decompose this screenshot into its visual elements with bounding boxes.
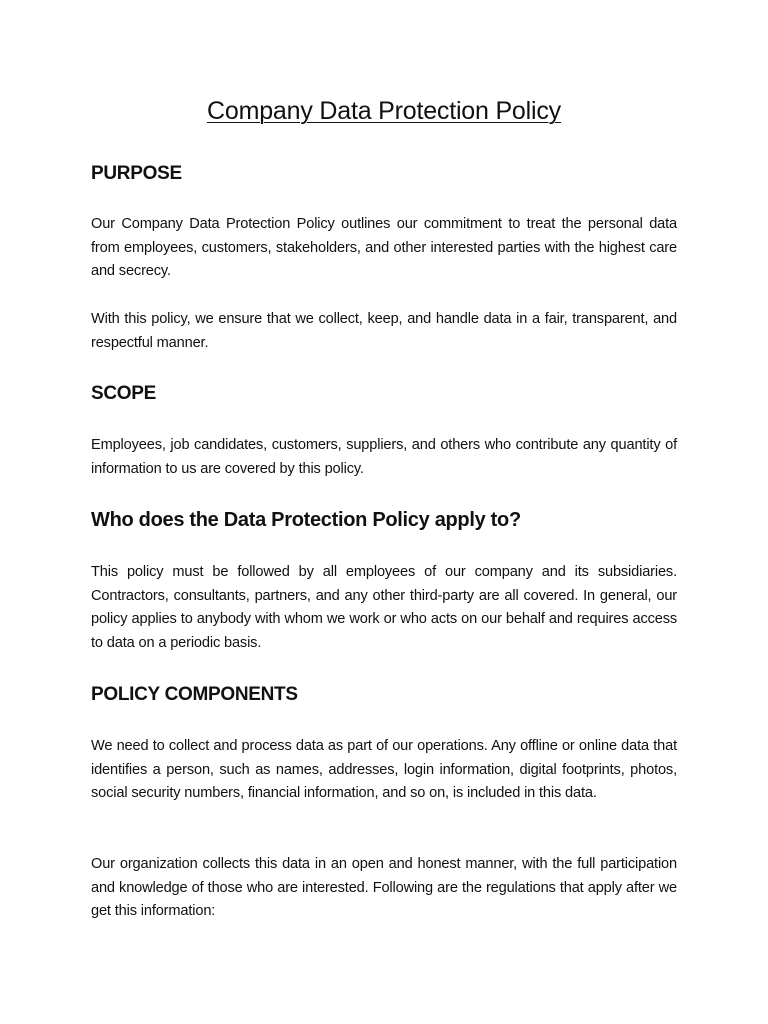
heading-policy-components: POLICY COMPONENTS	[91, 684, 298, 705]
heading-applies-to: Who does the Data Protection Policy apply to?	[91, 509, 521, 531]
paragraph-purpose-1: Our Company Data Protection Policy outlines our commitment to treat the personal data from employees, customers, stakeholders, and other interested parties with the highest care and secrecy.	[91, 216, 677, 279]
document-title: Company Data Protection Policy	[207, 97, 561, 125]
paragraph-purpose-2: With this policy, we ensure that we collect, keep, and handle data in a fair, transparent, and respectful manner.	[91, 311, 677, 351]
heading-purpose: PURPOSE	[91, 163, 182, 184]
paragraph-applies-to-1: This policy must be followed by all employees of our company and its subsidiaries. Contractors, consultants, partners, and any other third-party are all covered. In general, our policy applies to anybody with whom we work or who acts on our behalf and requires access to data on a periodic basis.	[91, 564, 677, 651]
paragraph-scope-1: Employees, job candidates, customers, suppliers, and others who contribute any quantity of information to us are covered by this policy.	[91, 437, 677, 477]
heading-scope: SCOPE	[91, 383, 157, 404]
paragraph-components-1: We need to collect and process data as part of our operations. Any offline or online data that identifies a person, such as names, addresses, login information, digital footprints, photos, social security numbers, financial information, and so on, is included in this data.	[91, 738, 677, 801]
paragraph-components-2: Our organization collects this data in an open and honest manner, with the full participation and knowledge of those who are interested. Following are the regulations that apply after we get this information:	[91, 856, 677, 919]
